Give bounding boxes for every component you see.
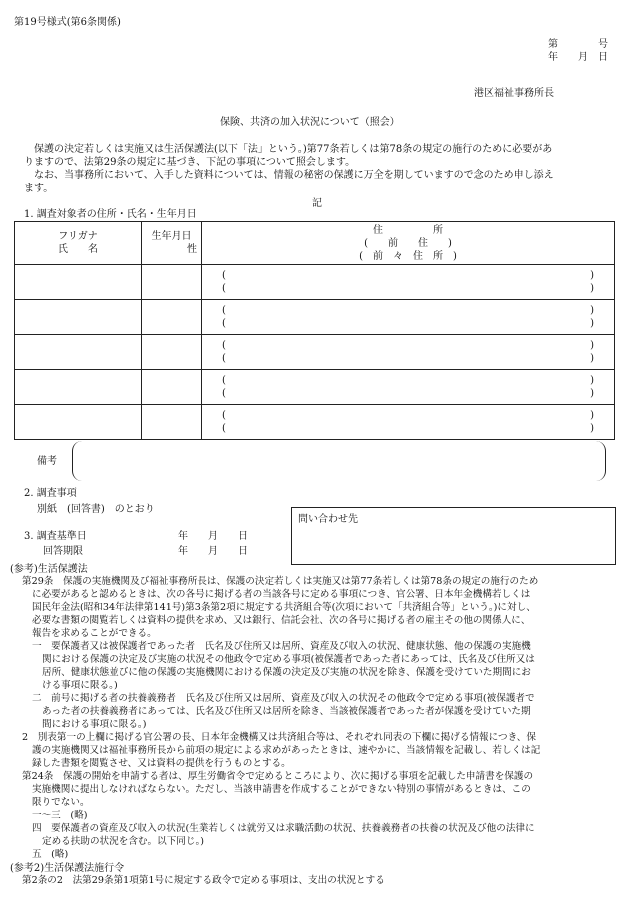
reference-2-title: (参考2)生活保護法施行令 (10, 863, 125, 874)
birth-cell[interactable] (142, 265, 202, 300)
form-number: 第19号様式(第6条関係) (14, 17, 121, 28)
intro-line-2: りますので、法第29条の規定に基づき、下記の事項について照会します。 (24, 157, 356, 168)
ref-line: 五 (略) (32, 849, 69, 860)
ref-line: 護の実施機関又は福祉事務所長から前項の規定による求めがあったときは、速やかに、当該情報を記載し、若しくは記 (32, 745, 541, 756)
birth-cell[interactable] (142, 370, 202, 405)
close-paren: ) (590, 388, 594, 399)
table-header-row (15, 222, 615, 265)
open-paren: ( (222, 423, 226, 434)
open-paren: ( (222, 388, 226, 399)
table-row (15, 335, 615, 370)
table-row (15, 405, 615, 440)
ref-line: あった者の扶養義務者にあっては、氏名及び住所又は居所を除き、当該被保護者であった者が保護を受けていた期 (42, 706, 531, 717)
open-paren: ( (222, 340, 226, 351)
table-row (15, 265, 615, 300)
ref-line: 二 前号に掲げる者の扶養義務者 氏名及び住所又は居所、資産及び収入の状況その他政令で定める事項(被保護者で (32, 693, 535, 704)
section-2-heading: 2. 調査事項 (24, 488, 77, 499)
answer-deadline-label: 回答期限 (43, 546, 83, 557)
ref-line: 一〜三 (略) (32, 810, 88, 821)
birth-cell[interactable] (142, 300, 202, 335)
address-cell[interactable] (202, 405, 615, 440)
intro-line-4: ます。 (24, 183, 54, 194)
ki-heading: 記 (312, 198, 322, 209)
close-paren: ) (590, 375, 594, 386)
sender: 港区福祉事務所長 (474, 88, 554, 99)
page-title: 保険、共済の加入状況について（照会） (220, 117, 400, 128)
address-cell[interactable] (202, 265, 615, 300)
intro-line-1: 保護の決定若しくは実施又は生活保護法(以下「法」という。)第77条若しくは第78条の規定の施行のために必要があ (34, 144, 553, 155)
sex-label: 性 (187, 244, 197, 255)
name-cell[interactable] (15, 405, 142, 440)
ref-line: 第29条 保護の実施機関及び福祉事務所長は、保護の決定若しくは実施又は第77条若しくは第78条の規定の施行のため (22, 576, 539, 587)
inquiry-label: 問い合わせ先 (298, 514, 358, 525)
document-number: 第 号 (548, 39, 608, 50)
ref-line: 居所、健康状態並びに他の保護の実施機関における保護の決定及び実施の状況を除き、保護を受けていた期間にお (42, 667, 531, 678)
close-paren: ) (590, 270, 594, 281)
birth-cell[interactable] (142, 335, 202, 370)
ref-line: 四 要保護者の資産及び収入の状況(生業若しくは就労又は求職活動の状況、扶養義務者の扶養の状況及び他の法律に (32, 823, 535, 834)
close-paren: ) (590, 318, 594, 329)
name-cell[interactable] (15, 335, 142, 370)
reference-2-line: 第2条の2 法第29条第1項第1号に規定する政令で定める事項は、支出の状況とする (22, 875, 385, 886)
address-cell[interactable] (202, 370, 615, 405)
close-paren: ) (590, 423, 594, 434)
birth-header (142, 222, 202, 265)
close-paren: ) (590, 340, 594, 351)
ref-line: 限りでない。 (32, 797, 90, 808)
bikou-label: 備考 (37, 456, 57, 467)
table-row (15, 300, 615, 335)
name-cell[interactable] (15, 265, 142, 300)
address-cell[interactable] (202, 335, 615, 370)
section-1-heading: 1. 調査対象者の住所・氏名・生年月日 (24, 209, 197, 220)
base-date: 年 月 日 (178, 531, 248, 542)
furigana-label: フリガナ (58, 231, 98, 242)
close-paren: ) (590, 410, 594, 421)
address-label: 住 所 (373, 224, 443, 236)
close-paren: ) (590, 283, 594, 294)
close-paren: ) (590, 353, 594, 364)
open-paren: ( (222, 375, 226, 386)
ref-line: 実施機関に提出しなければならない。ただし、当該申請書を作成することができない特別の事情があるときは、この (32, 784, 531, 795)
bikou-field[interactable] (72, 441, 606, 481)
section-2-detail: 別紙 (回答書) のとおり (37, 504, 155, 515)
ref-line: ける事項に限る。) (42, 680, 118, 691)
open-paren: ( (222, 353, 226, 364)
name-label: 氏 名 (58, 244, 98, 255)
before-previous-address-label: ( 前 々 住 所 ) (359, 250, 457, 262)
open-paren: ( (222, 270, 226, 281)
ref-line: 定める扶助の状況を含む。以下同じ。) (42, 836, 205, 847)
ref-line: 録した書類を閲覧させ、又は資料の提供を行うものとする。 (32, 758, 291, 769)
name-cell[interactable] (15, 370, 142, 405)
address-header (202, 222, 615, 265)
answer-deadline-date: 年 月 日 (178, 546, 248, 557)
address-cell[interactable] (202, 300, 615, 335)
subject-table (14, 221, 615, 440)
ref-line: 関における保護の決定及び実施の状況その他政令で定める事項(被保護者であった者にあっては、氏名及び住所又は (42, 654, 535, 665)
ref-line: 2 別表第一の上欄に掲げる官公署の長、日本年金機構又は共済組合等は、それぞれ同表の下欄に掲げる情報につき、保 (22, 732, 536, 743)
close-paren: ) (590, 305, 594, 316)
ref-line: 報告を求めることができる。 (32, 628, 157, 639)
birth-cell[interactable] (142, 405, 202, 440)
birth-label: 生年月日 (151, 231, 192, 242)
open-paren: ( (222, 410, 226, 421)
name-header (15, 222, 142, 265)
ref-line: 第24条 保護の開始を申請する者は、厚生労働省令で定めるところにより、次に掲げる事項を記載した申請書を保護の (22, 771, 534, 782)
section-3-heading: 3. 調査基準日 (24, 531, 87, 542)
ref-line: 間における事項に限る。) (42, 719, 147, 730)
intro-line-3: なお、当事務所において、入手した資料については、情報の秘密の保護に万全を期していますので念のため申し添え (34, 170, 554, 181)
previous-address-label: ( 前 住 ) (364, 237, 452, 249)
open-paren: ( (222, 305, 226, 316)
ref-line: 必要な書類の閲覧若しくは資料の提供を求め、又は銀行、信託会社、次の各号に掲げる者の雇主その他の関係人に、 (32, 615, 531, 626)
inquiry-box[interactable] (291, 507, 616, 565)
document-date: 年 月 日 (548, 52, 608, 63)
table-row (15, 370, 615, 405)
ref-line: 国民年金法(昭和34年法律第141号)第3条第2項に規定する共済組合等(次項において「共済組合等」という。)に対し、 (32, 602, 536, 613)
reference-1-title: (参考)生活保護法 (10, 564, 88, 575)
ref-line: 一 要保護者又は被保護者であった者 氏名及び住所又は居所、資産及び収入の状況、健康状態、他の保護の実施機 (32, 641, 531, 652)
name-cell[interactable] (15, 300, 142, 335)
open-paren: ( (222, 283, 226, 294)
ref-line: に必要があると認めるときは、次の各号に掲げる者の当該各号に定める事項につき、官公署、日本年金機構若しくは (32, 589, 531, 600)
open-paren: ( (222, 318, 226, 329)
